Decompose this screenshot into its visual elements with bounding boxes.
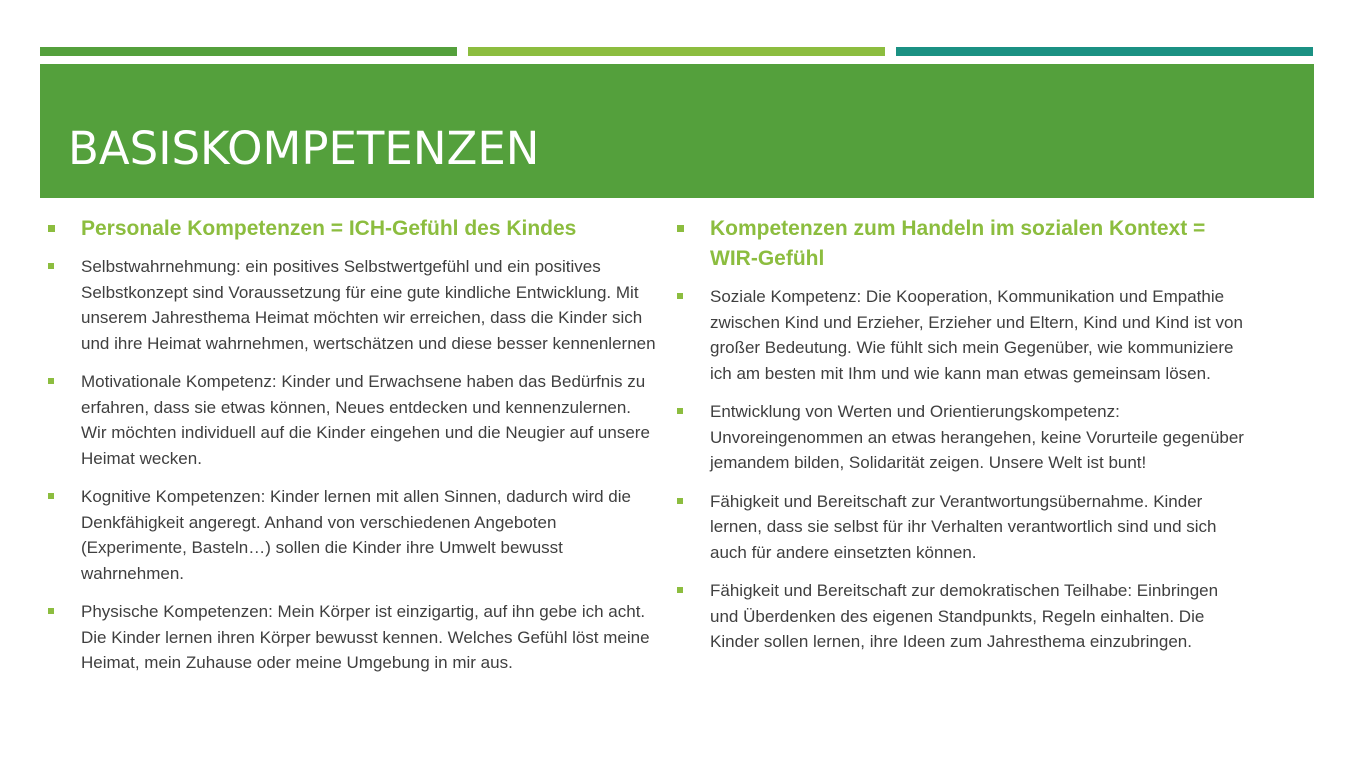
- list-item-text: Physische Kompetenzen: Mein Körper ist einzigartig, auf ihn gebe ich acht. Die Kinder lernen ihren Körper bewusst kennen. Welches Gefühl löst meine Heimat, mein Zuhause oder meine Umgebung in mir aus.: [81, 602, 650, 672]
- bullet-square-icon: [48, 608, 54, 614]
- list-item-text: Fähigkeit und Bereitschaft zur Verantwortungsübernahme. Kinder lernen, dass sie selbst für ihr Verhalten verantwortlich sind und sich auch für andere einsetzten können.: [710, 491, 1217, 562]
- list-item[interactable]: [46, 369, 656, 471]
- left-column-heading[interactable]: [46, 214, 656, 244]
- heading-text: Kompetenzen zum Handeln im sozialen Kontext = WIR-Gefühl: [710, 217, 1206, 270]
- list-item[interactable]: [675, 578, 1245, 655]
- bullet-square-icon: [677, 587, 683, 593]
- bullet-square-icon: [677, 498, 683, 504]
- list-item-text: Selbstwahrnehmung: ein positives Selbstwertgefühl und ein positives Selbstkonzept sind Voraussetzung für eine gute kindliche Entwicklung. Mit unserem Jahresthema Heimat möchten wir erreichen, dass die Kinder sich und ihre Heimat wahrnehmen, wertschätzen und diese besser kennenlernen: [81, 257, 656, 353]
- list-item-text: Fähigkeit und Bereitschaft zur demokratischen Teilhabe: Einbringen und Überdenken des eigenen Standpunkts, Regeln einhalten. Die Kinder sollen lernen, ihre Ideen zum Jahresthema einzubringen.: [710, 581, 1219, 651]
- list-item[interactable]: [675, 489, 1245, 566]
- right-content-column: [675, 214, 1245, 668]
- heading-text: Personale Kompetenzen = ICH-Gefühl des Kindes: [81, 217, 577, 240]
- list-item[interactable]: [675, 399, 1245, 476]
- right-bullet-list: [675, 214, 1245, 655]
- title-band: [40, 64, 1314, 198]
- bullet-square-icon: [48, 378, 54, 384]
- left-bullet-list: [46, 214, 656, 676]
- bullet-square-icon: [48, 493, 54, 499]
- list-item[interactable]: [46, 484, 656, 586]
- bullet-square-icon: [677, 225, 684, 232]
- bullet-square-icon: [677, 408, 683, 414]
- bullet-square-icon: [48, 263, 54, 269]
- slide-title[interactable]: BASISKOMPETENZEN: [68, 122, 540, 175]
- left-content-column: [46, 214, 656, 689]
- right-column-heading[interactable]: [675, 214, 1245, 274]
- bullet-square-icon: [48, 225, 55, 232]
- bullet-square-icon: [677, 293, 683, 299]
- list-item[interactable]: [46, 254, 656, 356]
- accent-stripe-light-green: [468, 47, 885, 56]
- list-item[interactable]: [46, 599, 656, 676]
- list-item-text: Motivationale Kompetenz: Kinder und Erwachsene haben das Bedürfnis zu erfahren, dass sie etwas können, Neues entdecken und kennenzulernen. Wir möchten individuell auf die Kinder eingehen und die Neugier auf unsere Heimat wecken.: [81, 372, 650, 468]
- list-item-text: Entwicklung von Werten und Orientierungskompetenz: Unvoreingenommen an etwas herangehen, keine Vorurteile gegenüber jemandem bilden, Solidarität zeigen. Unsere Welt ist bunt!: [710, 402, 1244, 472]
- accent-stripe-teal: [896, 47, 1313, 56]
- list-item-text: Soziale Kompetenz: Die Kooperation, Kommunikation und Empathie zwischen Kind und Erzieher, Erzieher und Eltern, Kind und Kind ist von großer Bedeutung. Wie fühlt sich mein Gegenüber, wie kommuniziere ich am besten mit Ihm und wie kann man etwas gemeinsam lösen.: [710, 287, 1243, 383]
- list-item-text: Kognitive Kompetenzen: Kinder lernen mit allen Sinnen, dadurch wird die Denkfähigkeit angeregt. Anhand von verschiedenen Angeboten (Experimente, Basteln…) sollen die Kinder ihre Umwelt bewusst wahrnehmen.: [81, 487, 631, 583]
- list-item[interactable]: [675, 284, 1245, 386]
- accent-stripe-dark-green: [40, 47, 457, 56]
